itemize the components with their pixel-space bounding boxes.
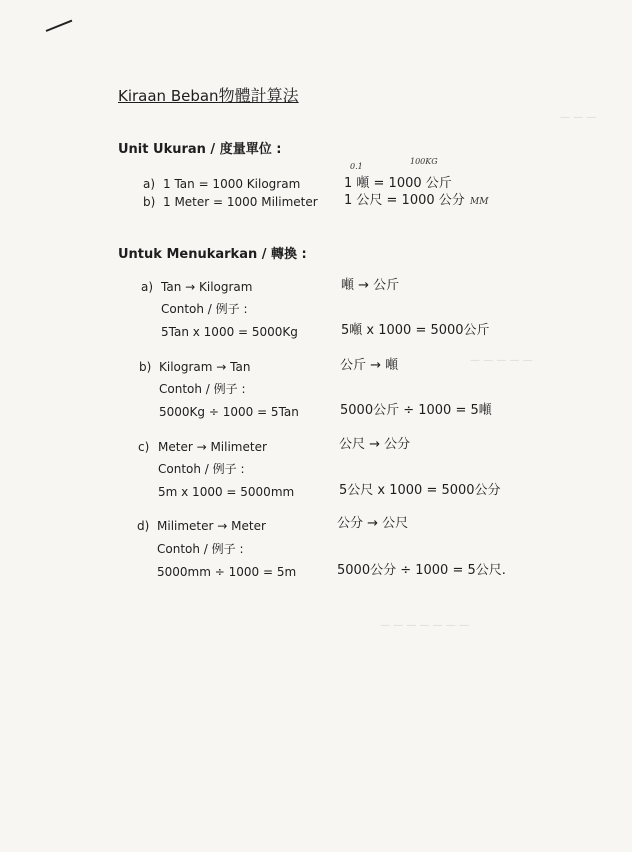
unit-row-a-cjk: 1 噸 = 1000 公斤 — [344, 176, 452, 191]
handwritten-note-ton: 0.1 — [350, 162, 363, 171]
convert-b-example: 5000Kg ÷ 1000 = 5Tan — [159, 405, 299, 419]
unit-row-a-text: 1 Tan = 1000 Kilogram — [163, 177, 301, 191]
convert-d-cjk-example: 5000公分 ÷ 1000 = 5公尺. — [337, 563, 506, 578]
convert-a-cjk-example: 5噸 x 1000 = 5000公斤 — [341, 323, 490, 338]
unit-row-b-cjk: 1 公尺 = 1000 公分 — [344, 193, 465, 208]
convert-c-marker: c) — [138, 440, 150, 454]
convert-c-example-label: Contoh / 例子 : — [158, 462, 245, 476]
handwritten-note-kg: 100KG — [410, 157, 438, 166]
page-title — [118, 88, 299, 104]
unit-row-b-text: 1 Meter = 1000 Milimeter — [163, 195, 318, 209]
convert-heading: Untuk Menukarkan / 轉換 : — [118, 247, 307, 262]
bleed-through-mark: — — — — — — [470, 355, 533, 366]
convert-b-cjk-label: 公斤 → 噸 — [340, 358, 399, 373]
convert-d-label: Milimeter → Meter — [157, 519, 266, 533]
title-latin: Kiraan Beban — [118, 87, 219, 105]
convert-a-marker: a) — [141, 280, 154, 294]
pen-stroke-mark — [46, 20, 73, 32]
convert-d-cjk-label: 公分 → 公尺 — [337, 516, 409, 531]
unit-row-b-marker: b) — [143, 195, 156, 209]
convert-c-cjk-label: 公尺 → 公分 — [339, 437, 411, 452]
convert-a-example-label: Contoh / 例子 : — [161, 302, 248, 316]
convert-c-example: 5m x 1000 = 5000mm — [158, 485, 295, 499]
convert-c-label: Meter → Milimeter — [158, 440, 267, 454]
convert-b-marker: b) — [139, 360, 152, 374]
unit-row-a-marker: a) — [143, 177, 156, 191]
convert-c-cjk-example: 5公尺 x 1000 = 5000公分 — [339, 483, 501, 498]
convert-d-example: 5000mm ÷ 1000 = 5m — [157, 565, 297, 579]
handwritten-note-mm: MM — [470, 197, 489, 207]
title-cjk: 物體計算法 — [218, 86, 299, 105]
bleed-through-mark: — — — — — — — — [380, 620, 470, 631]
convert-b-label: Kilogram → Tan — [159, 360, 251, 374]
convert-a-example: 5Tan x 1000 = 5000Kg — [161, 325, 298, 339]
unit-heading: Unit Ukuran / 度量單位 : — [118, 142, 282, 157]
convert-a-cjk-label: 噸 → 公斤 — [341, 278, 400, 293]
convert-d-marker: d) — [137, 519, 150, 533]
convert-a-label: Tan → Kilogram — [161, 280, 253, 294]
convert-b-example-label: Contoh / 例子 : — [159, 382, 246, 396]
convert-b-cjk-example: 5000公斤 ÷ 1000 = 5噸 — [340, 403, 492, 418]
bleed-through-mark: — — — — [560, 112, 597, 123]
convert-d-example-label: Contoh / 例子 : — [157, 542, 244, 556]
